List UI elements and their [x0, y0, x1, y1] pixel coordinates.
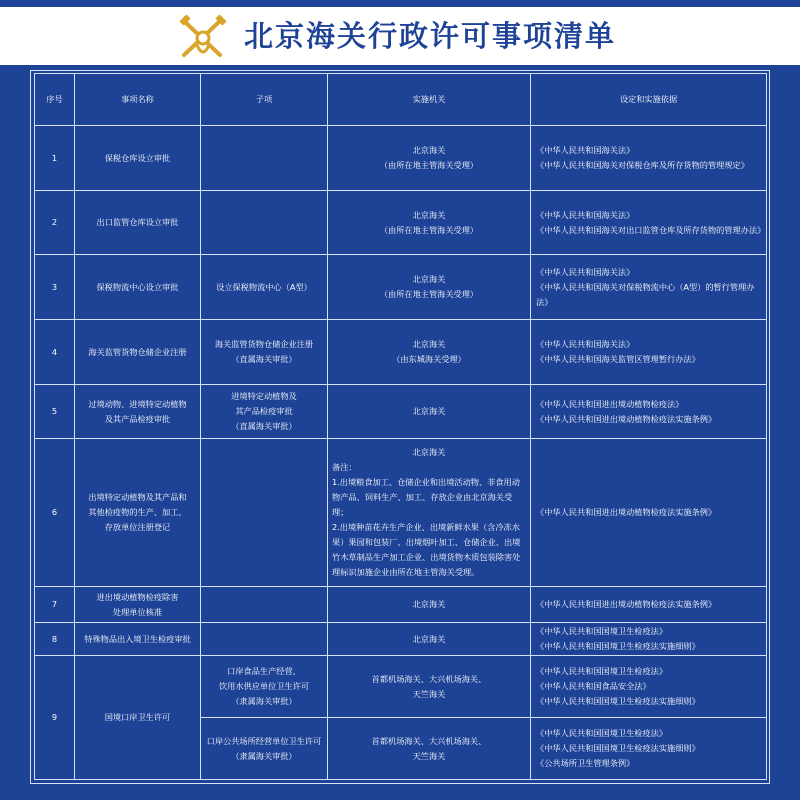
item-name: [75, 255, 201, 320]
item-name: [75, 587, 201, 623]
customs-emblem-icon: [176, 15, 230, 61]
agency: [328, 191, 531, 255]
subitem: [201, 623, 328, 656]
cell-text: 其他检疫物的生产、加工、: [88, 507, 187, 517]
cell-text: 海关监管货物仓储企业注册: [214, 339, 314, 349]
cell-text: 4: [51, 346, 58, 357]
agency-note: [332, 460, 526, 580]
table-row: [35, 656, 767, 718]
cell-text: 进境特定动植物及: [231, 391, 297, 401]
agency: [328, 255, 531, 320]
cell-text: 1: [51, 152, 58, 163]
legal-basis: [531, 623, 767, 656]
legal-basis: [531, 439, 767, 587]
agency: [328, 656, 531, 718]
cell-text: 北京海关: [412, 406, 446, 416]
cell-text: 《中华人民共和国海关法》: [536, 339, 635, 349]
cell-text: 北京海关: [412, 633, 446, 644]
subitem: [201, 718, 328, 780]
item-name: [75, 385, 201, 439]
cell-text: 《中华人民共和国海关对保税仓库及所存货物的管理规定》: [536, 160, 749, 170]
note-text: 备注：: [332, 462, 357, 472]
column-header-number: 序号: [35, 74, 75, 126]
item-name: [75, 439, 201, 587]
item-name: [75, 623, 201, 656]
row-number: [35, 623, 75, 656]
cell-text: 3: [51, 281, 58, 292]
page-title: 北京海关行政许可事项清单: [244, 19, 617, 53]
column-header-basis: 设定和实施依据: [531, 74, 767, 126]
legal-basis: [531, 191, 767, 255]
cell-text: 《中华人民共和国进出境动植物检疫法实施条例》: [536, 599, 717, 609]
legal-basis: [531, 385, 767, 439]
cell-text: 及其产品检疫审批: [104, 413, 171, 424]
row-number: [35, 385, 75, 439]
title-banner: [0, 7, 800, 65]
legal-basis: [531, 126, 767, 191]
cell-text: 北京海关: [412, 274, 446, 284]
row-number: [35, 656, 75, 780]
cell-text: 《公共场所卫生管理条例》: [536, 758, 635, 768]
agency: [328, 587, 531, 623]
cell-text: 《中华人民共和国海关法》: [536, 266, 635, 277]
cell-text: （由所在地主管海关受理）: [379, 160, 479, 170]
table-row: [35, 623, 767, 656]
permit-table: [34, 73, 767, 780]
legal-basis: [531, 718, 767, 780]
cell-text: （直属海关审批）: [231, 354, 297, 364]
table-header-row: [35, 74, 767, 126]
cell-text: 《中华人民共和国进出境动植物检疫法》: [536, 398, 684, 409]
cell-text: 《中华人民共和国食品安全法》: [536, 681, 651, 691]
cell-text: （由东城海关受理）: [392, 354, 466, 364]
cell-text: 北京海关: [412, 209, 446, 220]
table-row: [35, 320, 767, 385]
column-header-subitem: 子项: [201, 74, 328, 126]
row-number: [35, 587, 75, 623]
cell-text: 过境动物、进境特定动植物: [88, 398, 187, 409]
cell-text: 《中华人民共和国海关对保税物流中心（A型）的暂行管理办法》: [536, 281, 755, 307]
cell-text: 《中华人民共和国国境卫生检疫法》: [536, 626, 668, 636]
cell-text: 《中华人民共和国海关法》: [536, 145, 635, 155]
note-text: 2.出境种苗花卉生产企业、出境新鲜水果（含冷冻水果）果园和包装厂、出境烟叶加工、仓储企业、出境竹木草制品生产加工企业、出境货物木质包装除害处理标识加施企业由所在地主管海关受理。: [332, 522, 521, 577]
cell-text: （由所在地主管海关受理）: [379, 224, 479, 235]
table-row: [35, 191, 767, 255]
cell-text: 天竺海关: [412, 750, 446, 761]
cell-text: 5: [51, 406, 58, 416]
agency: [328, 385, 531, 439]
cell-text: （直属海关审批）: [231, 421, 297, 431]
cell-text: 北京海关: [412, 145, 446, 155]
subitem: [201, 656, 328, 718]
cell-text: 《中华人民共和国进出境动植物检疫法实施条例》: [536, 507, 717, 517]
cell-text: 保税仓库设立审批: [104, 152, 171, 163]
cell-text: 8: [51, 633, 58, 644]
cell-text: 6: [51, 507, 58, 517]
agency: [328, 439, 531, 587]
row-number: [35, 439, 75, 587]
cell-text: （隶属海关审批）: [231, 696, 297, 706]
column-header-agency: 实施机关: [328, 74, 531, 126]
cell-text: （由所在地主管海关受理）: [379, 289, 479, 299]
cell-text: 口岸食品生产经营、: [227, 666, 301, 676]
agency: [328, 718, 531, 780]
header: [0, 0, 800, 66]
cell-text: （隶属海关审批）: [231, 750, 297, 761]
legal-basis: [531, 587, 767, 623]
cell-text: 国境口岸卫生许可: [104, 712, 171, 722]
subitem: [201, 126, 328, 191]
cell-text: 《中华人民共和国海关对出口监管仓库及所存货物的管理办法》: [536, 224, 766, 235]
cell-text: 保税物流中心设立审批: [96, 281, 179, 292]
note-text: 1.出境粮食加工、仓储企业和出境活动物、非食用动物产品、饲料生产、加工、存放企业由北京海关受理；: [332, 477, 520, 517]
cell-text: 北京海关: [412, 599, 446, 609]
legal-basis: [531, 255, 767, 320]
table-row: [35, 439, 767, 587]
row-number: [35, 320, 75, 385]
item-name: [75, 126, 201, 191]
cell-text: 《中华人民共和国国境卫生检疫法实施细则》: [536, 696, 700, 706]
cell-text: 《中华人民共和国国境卫生检疫法》: [536, 728, 668, 738]
subitem: [201, 191, 328, 255]
subitem: [201, 255, 328, 320]
item-name: [75, 656, 201, 780]
cell-text: 出口监管仓库设立审批: [96, 217, 179, 227]
cell-text: 2: [51, 217, 58, 227]
subitem: [201, 587, 328, 623]
item-name: [75, 191, 201, 255]
agency: [328, 126, 531, 191]
table-row: [35, 255, 767, 320]
subitem: [201, 320, 328, 385]
column-header-item: 事项名称: [75, 74, 201, 126]
cell-text: 饮用水供应单位卫生许可: [218, 681, 310, 691]
cell-text: 《中华人民共和国海关监管区管理暂行办法》: [536, 354, 700, 364]
subitem: [201, 385, 328, 439]
cell-text: 北京海关: [412, 339, 446, 349]
cell-text: 进出境动植物检疫除害: [96, 591, 179, 602]
legal-basis: [531, 656, 767, 718]
cell-text: 《中华人民共和国海关法》: [536, 209, 635, 220]
row-number: [35, 191, 75, 255]
cell-text: 口岸公共场所经营单位卫生许可: [206, 735, 322, 746]
item-name: [75, 320, 201, 385]
cell-text: 海关监管货物仓储企业注册: [88, 346, 187, 357]
cell-text: 首都机场海关、大兴机场海关、: [371, 673, 487, 684]
cell-text: 存放单位注册登记: [104, 522, 171, 532]
cell-text: 北京海关: [412, 447, 446, 457]
cell-text: 其产品检疫审批: [235, 406, 293, 416]
agency: [328, 320, 531, 385]
cell-text: 9: [51, 712, 58, 722]
legal-basis: [531, 320, 767, 385]
cell-text: 设立保税物流中心（A型）: [216, 281, 312, 292]
cell-text: 天竺海关: [412, 688, 446, 699]
cell-text: 7: [51, 599, 58, 609]
cell-text: 《中华人民共和国国境卫生检疫法实施细则》: [536, 641, 700, 651]
cell-text: 出境特定动植物及其产品和: [88, 492, 187, 502]
cell-text: 首都机场海关、大兴机场海关、: [371, 735, 487, 746]
agency: [328, 623, 531, 656]
cell-text: 《中华人民共和国国境卫生检疫法》: [536, 666, 668, 676]
row-number: [35, 126, 75, 191]
cell-text: 处理单位核准: [112, 606, 163, 617]
table-row: [35, 587, 767, 623]
table-row: [35, 126, 767, 191]
subitem: [201, 439, 328, 587]
cell-text: 《中华人民共和国进出境动植物检疫法实施条例》: [536, 413, 717, 424]
cell-text: 特殊物品出入境卫生检疫审批: [84, 633, 191, 644]
row-number: [35, 255, 75, 320]
table-row: [35, 385, 767, 439]
cell-text: 《中华人民共和国国境卫生检疫法实施细则》: [536, 743, 700, 753]
